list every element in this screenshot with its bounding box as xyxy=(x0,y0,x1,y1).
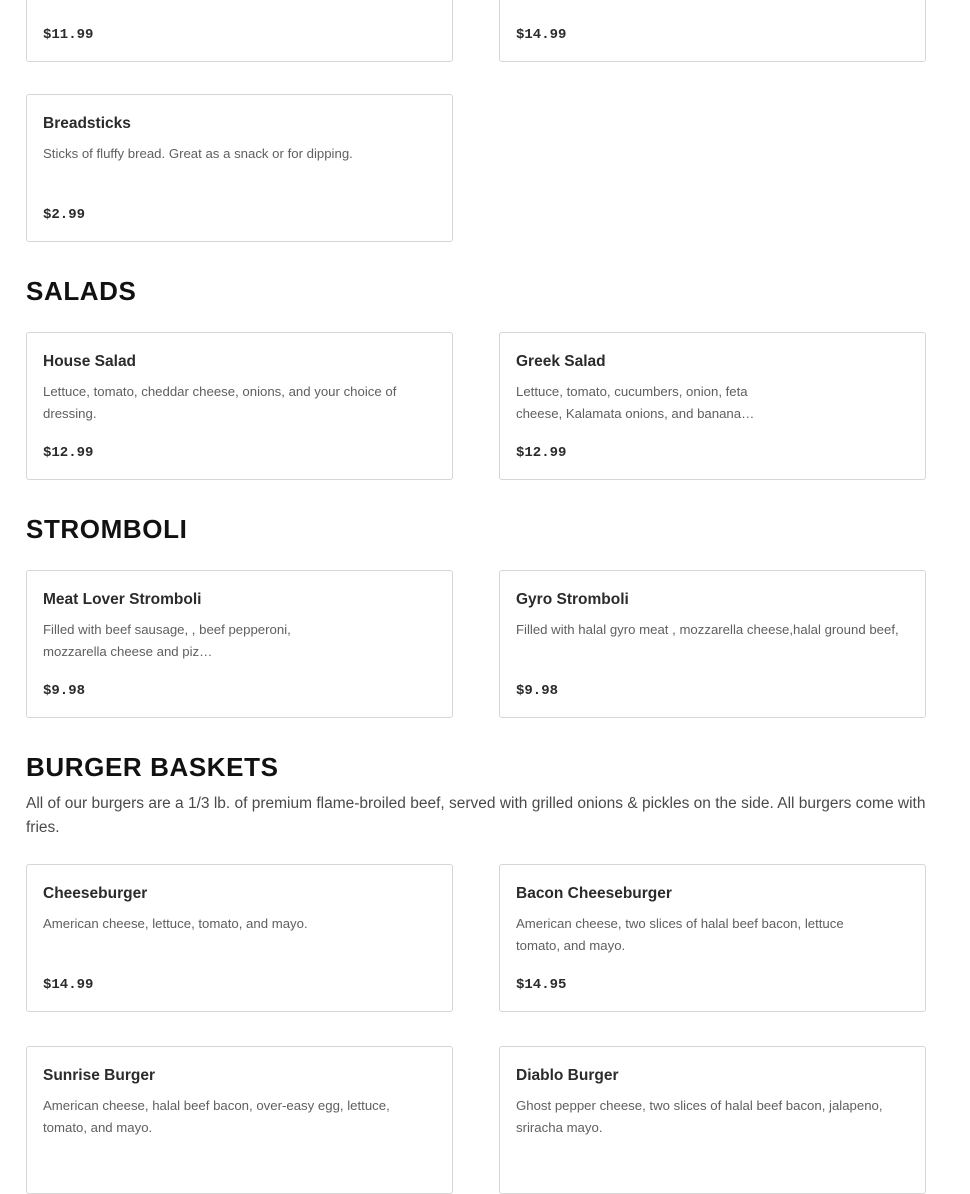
menu-item-card[interactable] xyxy=(26,332,453,480)
item-description: American cheese, two slices of halal beef bacon, lettuce tomato, and mayo. xyxy=(516,916,844,953)
item-description: Lettuce, tomato, cucumbers, onion, feta cheese, Kalamata onions, and banana… xyxy=(516,384,755,421)
menu-item-card[interactable] xyxy=(26,1046,453,1194)
item-name: Sunrise Burger xyxy=(43,1067,155,1084)
section-title-salads: SALADS xyxy=(26,276,137,306)
item-name: Bacon Cheeseburger xyxy=(516,885,672,902)
item-price: $11.99 xyxy=(43,27,94,43)
menu-item-card[interactable] xyxy=(499,332,926,480)
item-description: American cheese, lettuce, tomato, and mayo. xyxy=(43,916,308,931)
item-name: House Salad xyxy=(43,353,137,370)
item-price: $14.95 xyxy=(516,977,567,993)
section-title-burger-baskets: BURGER BASKETS xyxy=(26,752,279,782)
item-price: $14.99 xyxy=(43,977,94,993)
item-price: $9.98 xyxy=(516,683,559,699)
menu-item-card[interactable] xyxy=(26,94,453,242)
item-price: $9.98 xyxy=(43,683,86,699)
menu-item-card[interactable] xyxy=(499,1046,926,1194)
item-price: $12.99 xyxy=(516,445,567,461)
section-description: All of our burgers are a 1/3 lb. of premium flame-broiled beef, served with grilled onions & pickles on the side. All burgers come with fries. xyxy=(26,795,926,836)
item-name: Meat Lover Stromboli xyxy=(43,591,202,608)
item-description: Filled with halal gyro meat , mozzarella cheese,halal ground beef, xyxy=(516,622,899,637)
menu-item-card[interactable] xyxy=(26,864,453,1012)
section-title-stromboli: STROMBOLI xyxy=(26,514,188,544)
item-price: $14.99 xyxy=(516,27,567,43)
menu-item-card[interactable] xyxy=(26,570,453,718)
item-description: Filled with beef sausage, , beef pepperoni, mozzarella cheese and piz… xyxy=(43,622,291,659)
item-name: Breadsticks xyxy=(43,115,131,132)
item-price: $12.99 xyxy=(43,445,94,461)
item-name: Gyro Stromboli xyxy=(516,591,629,608)
item-name: Cheeseburger xyxy=(43,885,148,902)
menu-item-card[interactable] xyxy=(499,0,926,62)
item-description: American cheese, halal beef bacon, over-easy egg, lettuce, tomato, and mayo. xyxy=(43,1098,390,1135)
item-description: Lettuce, tomato, cheddar cheese, onions, and your choice of dressing. xyxy=(43,384,397,421)
menu-item-card[interactable] xyxy=(499,864,926,1012)
item-description: Sticks of fluffy bread. Great as a snack or for dipping. xyxy=(43,146,353,161)
item-price: $2.99 xyxy=(43,207,86,223)
item-name: Diablo Burger xyxy=(516,1067,619,1084)
item-name: Greek Salad xyxy=(516,353,606,370)
menu-item-card[interactable] xyxy=(26,0,453,62)
item-description: Ghost pepper cheese, two slices of halal beef bacon, jalapeno, sriracha mayo. xyxy=(516,1098,883,1135)
menu-item-card[interactable] xyxy=(499,570,926,718)
